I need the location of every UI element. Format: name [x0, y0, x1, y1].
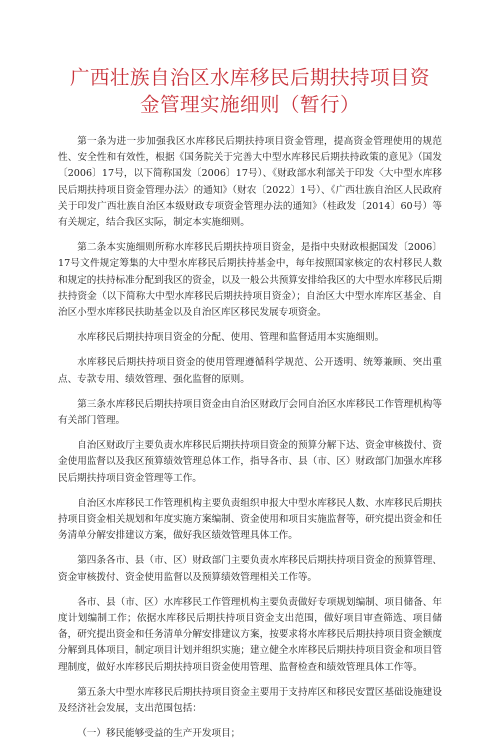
title-line-2: 金管理实施细则（暂行） [139, 93, 360, 116]
article-2-paragraph: 第二条本实施细则所称水库移民后期扶持项目资金，是指中央财政根据国发〔2006〕17号文件规定筹集的大中型水库移民后期扶持基金中，每年按照国家核定的农村移民人数和规定的扶持标准分配到我区的资金，以及一般公共预算安排给我区的大中型水库移民后期扶持资金（以下简称大中型水库移民后期扶持项目资金）；自治区大中型水库库区基金、自治区小型水库移民扶助基金以及自治区库区移民发展专项资金。 [58, 242, 442, 319]
scope-paragraph: 水库移民后期扶持项目资金的分配、使用、管理和监督适用本实施细则。 [77, 332, 385, 344]
local-agency-duty-paragraph: 各市、县（市、区）水库移民工作管理机构主要负责做好专项规划编制、项目储备、年度计划编制工作；依据水库移民后期扶持项目资金支出范围，做好项目审查筛选、项目储备，研究提出资金和任务清单分解安排建议方案，按要求将水库移民后期扶持项目资金额度分解到具体项目，制定项目计划并组织实施；建立健全水库移民后期扶持项目资金和项目管理制度，做好水库移民后期扶持项目资金使用管理、监督检查和绩效管理具体工作等。 [58, 596, 442, 673]
title-line-1: 广西壮族自治区水库移民后期扶持项目资 [69, 66, 430, 89]
finance-dept-duty-paragraph: 自治区财政厅主要负责水库移民后期扶持项目资金的预算分解下达、资金审核拨付、资金使用监督以及我区预算绩效管理总体工作，指导各市、县（市、区）财政部门加强水库移民后期扶持项目资金管理等工作。 [58, 440, 442, 484]
resettlement-agency-duty-paragraph: 自治区水库移民工作管理机构主要负责组织申报大中型水库移民人数、水库移民后期扶持项目资金相关规划和年度实施方案编制、资金使用和项目实施监督等，研究提出资金和任务清单分解安排建议方案，做好我区绩效管理具体工作。 [58, 497, 442, 542]
article-5-paragraph: 第五条大中型水库移民后期扶持项目资金主要用于支持库区和移民安置区基础设施建设及经济社会发展，支出范围包括： [58, 686, 442, 715]
article-3-paragraph: 第三条水库移民后期扶持项目资金由自治区财政厅会同自治区水库移民工作管理机构等有关部门管理。 [58, 398, 442, 427]
article-4-paragraph: 第四条各市、县（市、区）财政部门主要负责水库移民后期扶持项目资金的预算管理、资金审核拨付、资金使用监督以及预算绩效管理相关工作等。 [58, 555, 442, 583]
list-item-1: （一）移民能够受益的生产开发项目； [77, 728, 241, 740]
principles-paragraph: 水库移民后期扶持项目资金的使用管理遵循科学规范、公开透明、统筹兼顾、突出重点、专款专用、绩效管理、强化监督的原则。 [58, 357, 442, 385]
document-title [58, 64, 442, 118]
article-1-paragraph: 第一条为进一步加强我区水库移民后期扶持项目资金管理，提高资金管理使用的规范性、安全性和有效性，根据《国务院关于完善大中型水库移民后期扶持政策的意见》（国发〔2006〕17号，以下简称国发〔2006〕17号）、《财政部水利部关于印发〈大中型水库移民后期扶持项目资金管理办法〉的通知》（财农〔2022〕1号）、《广西壮族自治区人民政府关于印发广西壮族自治区本级财政专项资金管理办法的通知》（桂政发〔2014〕60号）等有关规定，结合我区实际，制定本实施细则。 [58, 136, 442, 229]
